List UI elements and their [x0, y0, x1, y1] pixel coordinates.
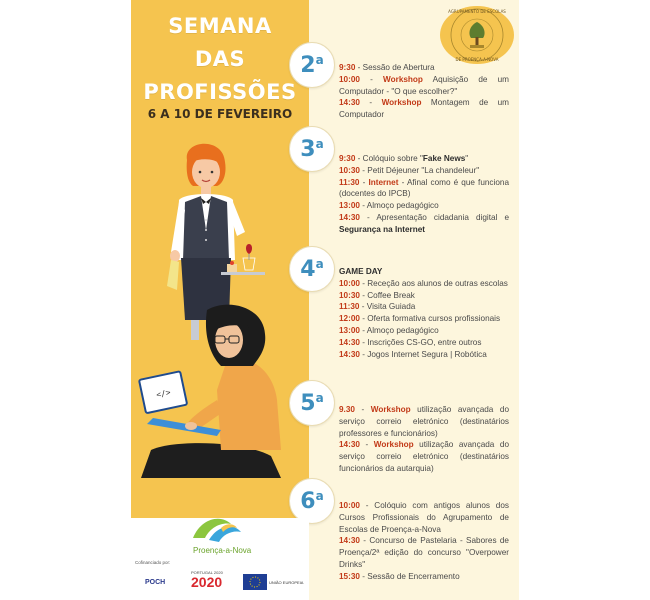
- schedule-row: [339, 500, 509, 535]
- event-text: Workshop: [370, 405, 411, 414]
- event-text: -: [359, 177, 369, 187]
- event-time: 13:00: [339, 325, 360, 335]
- event-text: Workshop: [373, 440, 414, 450]
- event-text: - Visita Guiada: [359, 302, 416, 312]
- event-time: 14:30: [339, 98, 360, 108]
- event-text: - Concurso de Pastelaria - Sabores de Proença/2ª edição do concurso "Overpower Drinks": [339, 536, 509, 569]
- event-text: - Petit Déjeuner "La chandeleur": [359, 165, 480, 175]
- event-text: Montagem de um Computador: [339, 98, 509, 120]
- eu-logo-label: UNIÃO EUROPEIA: [269, 579, 304, 585]
- event-time: 11:30: [339, 302, 360, 312]
- schedule-row: [339, 278, 509, 290]
- portugal2020-logo: [191, 570, 223, 590]
- school-seal-logo: [438, 4, 516, 66]
- schedule-row: [339, 535, 509, 570]
- event-text: Workshop: [383, 74, 423, 84]
- event-text: - Jogos Internet Segura | Robótica: [359, 349, 487, 359]
- event-text: ": [465, 154, 469, 163]
- day-number: 3: [300, 136, 316, 162]
- schedule-row: [339, 266, 509, 278]
- title-line-3: PROFISSÕES: [143, 80, 297, 104]
- schedule-row: [339, 153, 509, 165]
- event-text: -: [354, 405, 371, 414]
- event-text: Workshop: [381, 98, 422, 108]
- event-text: Fake News: [422, 154, 466, 163]
- event-time: 14:30: [339, 349, 360, 359]
- schedule-row: [339, 97, 509, 121]
- municipality-logo-text: Proença-a-Nova: [193, 546, 252, 555]
- schedule-row: [339, 404, 509, 439]
- event-text: - Receção aos alunos de outras escolas: [359, 278, 508, 288]
- schedule-row: [339, 439, 509, 474]
- schedule-row: [339, 301, 509, 313]
- title-line-2: DAS: [194, 47, 246, 71]
- schedule-day-2: [339, 62, 509, 121]
- portugal2020-number: 2020: [191, 574, 223, 590]
- event-time: 14:30: [339, 337, 360, 347]
- event-time: 12:00: [339, 314, 360, 324]
- event-text: - Apresentação cidadania digital e: [359, 212, 509, 222]
- event-text: -: [359, 98, 382, 108]
- schedule-row: [339, 349, 509, 361]
- event-time: 15:30: [339, 571, 360, 581]
- schedule-day-5: [339, 404, 509, 475]
- municipality-logo-icon: [191, 514, 243, 546]
- day-badge-5: [289, 380, 335, 426]
- event-text: utilização avançada do serviço correio eletrónico (destinatários funcionários da autarquia): [339, 440, 509, 473]
- day-suffix: a: [315, 489, 324, 503]
- event-text: Segurança na Internet: [339, 224, 425, 234]
- event-time: 10:00: [339, 278, 360, 288]
- day-number: 4: [300, 256, 316, 282]
- day-number: 6: [300, 488, 316, 514]
- event-time: 11:30: [339, 177, 360, 187]
- event-text: utilização avançada do serviço correio eletrónico (destinatários professores e funcionários): [339, 405, 510, 438]
- event-time: 10:30: [339, 290, 360, 300]
- event-text: - Colóquio com antigos alunos dos Cursos Profissionais do Agrupamento de Escolas de Proença-a-Nova: [339, 501, 509, 534]
- event-time: 14:30: [339, 536, 360, 546]
- portugal-label: PORTUGAL 2020: [191, 570, 223, 575]
- day-badge-3: [289, 126, 335, 172]
- schedule-row: [339, 212, 509, 236]
- event-text: Internet: [368, 177, 399, 187]
- day-number: 2: [300, 52, 316, 78]
- poch-logo: POCH: [145, 578, 166, 586]
- schedule-day-6: [339, 500, 509, 583]
- event-text: Aquisição de um Computador - "O que escolher?": [339, 74, 509, 96]
- event-time: 14:30: [339, 212, 360, 222]
- schedule-row: [339, 200, 509, 212]
- day-badge-2: [289, 42, 335, 88]
- eu-flag-icon: [243, 574, 267, 590]
- day-number: 5: [300, 390, 316, 416]
- poster: [131, 0, 519, 600]
- title-line-1: SEMANA: [168, 14, 272, 38]
- woman-laptop-illustration: [131, 300, 309, 500]
- event-time: 13:00: [339, 201, 360, 211]
- event-text: - Coffee Break: [359, 290, 415, 300]
- schedule-row: [339, 165, 509, 177]
- event-text: -: [359, 440, 374, 450]
- schedule-row: [339, 290, 509, 302]
- schedule-row: [339, 74, 509, 98]
- event-text: - Colóquio sobre ": [355, 154, 423, 163]
- schedule-row: [339, 571, 509, 583]
- day-suffix: a: [315, 391, 324, 405]
- event-text: GAME DAY: [339, 267, 383, 276]
- event-text: - Sessão de Encerramento: [359, 571, 460, 581]
- schedule-row: [339, 62, 509, 74]
- day-suffix: a: [315, 137, 324, 151]
- svg-text:</>: </>: [155, 387, 172, 400]
- day-suffix: a: [315, 53, 324, 67]
- event-text: - Inscrições CS-GO, entre outros: [359, 337, 482, 347]
- event-text: - Afinal como é que funciona (docentes do IPCB): [339, 177, 510, 199]
- schedule-day-4: [339, 266, 509, 360]
- day-suffix: a: [315, 257, 324, 271]
- event-time: 9:30: [339, 154, 356, 163]
- event-text: - Sessão de Abertura: [355, 63, 435, 72]
- schedule-row: [339, 177, 509, 201]
- event-text: - Oferta formativa cursos profissionais: [359, 314, 501, 324]
- event-time: 9.30: [339, 405, 355, 414]
- svg-text:DE PROENÇA-A-NOVA: DE PROENÇA-A-NOVA: [455, 57, 499, 62]
- event-text: -: [359, 74, 384, 84]
- event-time: 9:30: [339, 63, 356, 72]
- event-time: 10:00: [339, 501, 360, 510]
- schedule-row: [339, 325, 509, 337]
- event-text: - Almoço pedagógico: [359, 325, 439, 335]
- event-time: 14:30: [339, 440, 360, 450]
- schedule-row: [339, 313, 509, 325]
- schedule-day-3: [339, 153, 509, 236]
- event-text: - Almoço pedagógico: [359, 201, 439, 211]
- event-time: 10:00: [339, 74, 360, 84]
- schedule-row: [339, 337, 509, 349]
- event-dates: 6 A 10 DE FEVEREIRO: [147, 107, 293, 121]
- cofinanced-label: Cofinanciado por:: [135, 560, 171, 565]
- day-badge-4: [289, 246, 335, 292]
- svg-text:AGRUPAMENTO DE ESCOLAS: AGRUPAMENTO DE ESCOLAS: [448, 9, 506, 14]
- event-time: 10:30: [339, 165, 360, 175]
